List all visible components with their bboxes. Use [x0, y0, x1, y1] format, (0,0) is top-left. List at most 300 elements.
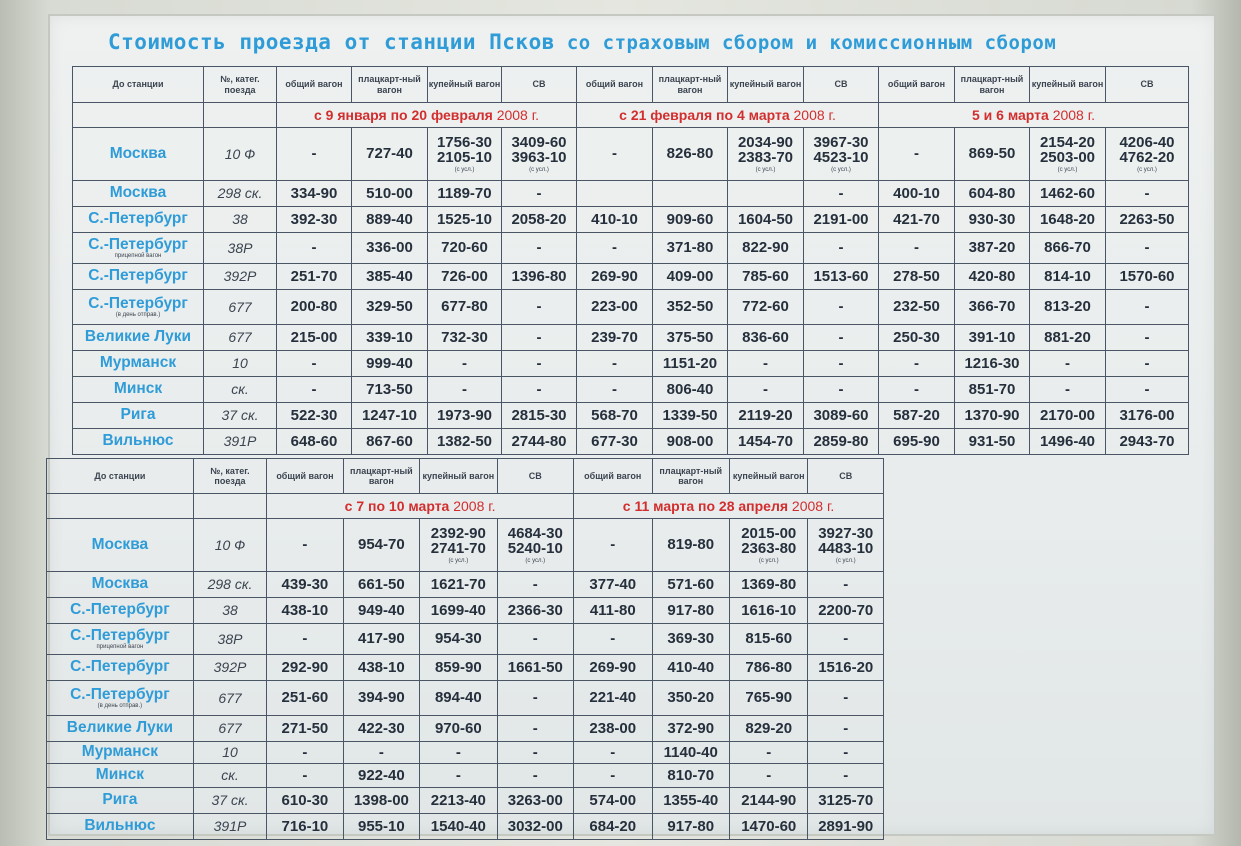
price-cell: [352, 403, 428, 429]
price-cell: [420, 788, 497, 814]
station-label: Москва: [109, 184, 167, 202]
train-category: [193, 764, 266, 788]
price-cell: [808, 742, 884, 764]
price-value: 1525-10: [436, 210, 493, 228]
price-value: -: [536, 239, 542, 257]
table-row: [73, 377, 1189, 403]
price-cell: [808, 788, 884, 814]
price-cell: [277, 351, 352, 377]
price-value: 851-70: [968, 380, 1016, 398]
header-sv-label: СВ: [839, 470, 853, 481]
price-value: 1454-70: [737, 432, 794, 450]
header-row: [73, 67, 1189, 103]
period-year: 2008 г.: [449, 497, 496, 514]
price-cell: [1030, 351, 1106, 377]
price-value: -: [302, 766, 308, 784]
header-coupe: [420, 459, 497, 494]
train-category: [204, 403, 277, 429]
station-label: С.-Петербург: [88, 210, 188, 228]
station-label: Великие Луки: [66, 719, 173, 737]
price-value: -: [532, 630, 538, 648]
table-row: [73, 403, 1189, 429]
price-value: -: [311, 239, 317, 257]
price-cell: [352, 128, 428, 181]
price-value: -: [311, 354, 317, 372]
price-cell: [652, 519, 729, 572]
price-cell: [497, 572, 573, 598]
price-value: 271-50: [281, 719, 329, 737]
price-value: -: [532, 719, 538, 737]
train-category: [193, 742, 266, 764]
period-label: [574, 494, 884, 519]
price-cell: [804, 290, 879, 325]
price-cell: [577, 264, 653, 290]
header-sv-label: СВ: [528, 470, 542, 481]
train-category: [193, 598, 266, 624]
price-value: 1570-60: [1119, 267, 1175, 285]
price-cell: [574, 742, 653, 764]
period-end: 10 марта: [388, 497, 450, 514]
price-value: 1339-50: [662, 406, 718, 424]
price-cell: [574, 598, 653, 624]
train-category: [193, 716, 266, 742]
price-line-1: 3409-60: [511, 133, 567, 151]
train-category-label: 10 Ф: [224, 145, 256, 162]
station-name: [73, 128, 204, 181]
price-value: 908-00: [666, 432, 714, 450]
price-cell: [1030, 264, 1106, 290]
service-note: (с усл.): [835, 558, 856, 565]
price-cell: [728, 207, 804, 233]
price-cell: [497, 788, 573, 814]
price-cell: [808, 598, 884, 624]
price-value: -: [766, 766, 772, 784]
price-cell: [343, 519, 419, 572]
station-label: Великие Луки: [84, 328, 192, 346]
price-value: 1355-40: [663, 791, 719, 809]
train-category-label: 10 Ф: [214, 536, 246, 553]
price-value: 2859-80: [813, 432, 869, 450]
price-cell: [577, 325, 653, 351]
price-value: 2213-40: [430, 791, 486, 809]
price-cell: [728, 181, 804, 207]
price-cell: [497, 742, 573, 764]
price-value: 1661-50: [507, 658, 563, 676]
station-label: Мурманск: [81, 743, 158, 761]
price-cell: [428, 207, 502, 233]
price-value: 438-10: [358, 658, 405, 676]
price-value: -: [843, 719, 849, 737]
price-cell: [1106, 264, 1189, 290]
price-value: -: [843, 575, 849, 593]
price-cell: [728, 264, 804, 290]
header-sv: [808, 459, 884, 494]
price-value: -: [1065, 380, 1070, 398]
price-cell: [343, 716, 419, 742]
price-cell: [497, 655, 573, 681]
header-sv: [1106, 67, 1189, 103]
period-year: 2008 г.: [492, 106, 540, 123]
period-label: [267, 494, 574, 519]
price-value: 568-70: [591, 406, 638, 424]
train-category-label: 677: [218, 720, 242, 737]
price-cell: [277, 207, 352, 233]
station-name: [47, 598, 194, 624]
price-value: -: [843, 630, 849, 648]
station-label: Москва: [109, 144, 167, 162]
price-value: 1370-90: [964, 406, 1020, 424]
header-platz-label: плацкарт-ный вагон: [659, 465, 723, 486]
price-cell: [420, 716, 497, 742]
table-row: [47, 814, 884, 840]
price-value: 785-60: [742, 267, 789, 285]
price-cell: [808, 655, 884, 681]
price-cell: [428, 429, 502, 455]
price-cell: [808, 681, 884, 716]
station-name: [73, 403, 204, 429]
price-value: 221-40: [589, 689, 637, 707]
price-cell: [1106, 403, 1189, 429]
price-value: 438-10: [281, 601, 329, 619]
header-category: [193, 459, 266, 494]
service-note: (с усл.): [831, 167, 851, 174]
service-note: (с усл.): [454, 167, 475, 174]
header-station: [47, 459, 194, 494]
title-main: Стоимость проезда от станции Псков: [108, 30, 555, 54]
price-value: -: [914, 239, 919, 257]
price-line-2: 3963-10: [511, 149, 567, 167]
header-category: [204, 67, 277, 103]
price-value: 866-70: [1044, 239, 1091, 257]
price-value: 1516-20: [818, 658, 874, 676]
train-category-label: 10: [232, 355, 248, 372]
service-note: (с усл.): [529, 167, 549, 174]
price-cell: [428, 264, 502, 290]
table-row: [47, 742, 884, 764]
price-cell: [804, 264, 879, 290]
price-line-2: 2503-00: [1039, 149, 1096, 167]
period-year: 2008 г.: [789, 106, 836, 123]
price-cell: [804, 233, 879, 264]
price-value: 1513-60: [813, 267, 869, 285]
price-value: 1621-70: [430, 575, 486, 593]
price-value: 720-60: [441, 239, 488, 257]
period-mid: по: [694, 497, 719, 514]
price-cell: [502, 377, 577, 403]
price-value: 867-60: [366, 432, 413, 450]
price-value: 1540-40: [430, 817, 486, 835]
price-cell: [728, 377, 804, 403]
price-cell: [879, 290, 955, 325]
price-value: 949-40: [358, 601, 405, 619]
price-cell: [955, 128, 1030, 181]
price-line-2: 2105-10: [436, 149, 493, 167]
train-category: [204, 181, 277, 207]
price-cell: [652, 655, 729, 681]
price-cell: [267, 624, 343, 655]
price-value: 772-60: [742, 298, 789, 316]
price-cell: [728, 290, 804, 325]
price-value: 422-30: [358, 719, 405, 737]
price-cell: [729, 598, 808, 624]
price-cell: [804, 429, 879, 455]
header-station-label: До станции: [94, 470, 146, 481]
price-value: 806-40: [666, 380, 714, 398]
price-value: 3263-00: [507, 791, 563, 809]
price-value: 2891-90: [818, 817, 874, 835]
price-cell: [808, 764, 884, 788]
price-cell: [502, 128, 577, 181]
train-category: [204, 233, 277, 264]
price-value: 684-20: [589, 817, 637, 835]
price-cell: [352, 429, 428, 455]
price-cell: [577, 181, 653, 207]
price-value: -: [302, 536, 308, 554]
price-line-2: 5240-10: [507, 540, 563, 558]
price-cell: [653, 181, 728, 207]
price-cell: [574, 681, 653, 716]
price-cell: [729, 572, 808, 598]
price-line-2: 2741-70: [430, 540, 486, 558]
price-cell: [277, 325, 352, 351]
price-cell: [577, 207, 653, 233]
train-category: [193, 572, 266, 598]
station-name: [47, 716, 194, 742]
station-name: [73, 351, 204, 377]
station-name: [47, 519, 194, 572]
price-cell: [1030, 181, 1106, 207]
price-value: 371-80: [666, 239, 714, 257]
price-cell: [352, 290, 428, 325]
price-line-2: 4523-10: [813, 149, 869, 167]
price-cell: [955, 207, 1030, 233]
price-cell: [343, 788, 419, 814]
price-value: 329-50: [366, 298, 413, 316]
price-cell: [343, 764, 419, 788]
price-value: 917-80: [667, 601, 715, 619]
price-value: 400-10: [893, 184, 940, 202]
price-value: -: [610, 743, 616, 761]
price-cell: [653, 290, 728, 325]
train-category: [193, 814, 266, 840]
price-cell: [1106, 207, 1189, 233]
price-cell: [804, 403, 879, 429]
price-cell: [728, 403, 804, 429]
train-category: [193, 624, 266, 655]
price-cell: [729, 788, 808, 814]
price-line-1: 2034-90: [737, 133, 794, 151]
price-value: 822-90: [742, 239, 789, 257]
header-row: [47, 459, 884, 494]
price-value: -: [838, 328, 844, 346]
price-line-1: 3927-30: [818, 524, 874, 542]
price-cell: [653, 233, 728, 264]
header-platz-label: плацкарт-ный вагон: [960, 74, 1024, 95]
table-row: [73, 181, 1189, 207]
price-cell: [1106, 128, 1189, 181]
price-cell: [729, 716, 808, 742]
train-category-label: ск.: [221, 767, 239, 784]
price-value: 1151-20: [662, 354, 718, 372]
price-cell: [497, 716, 573, 742]
price-cell: [1106, 290, 1189, 325]
train-category-label: 37 ск.: [211, 792, 249, 809]
price-value: 1496-40: [1039, 432, 1096, 450]
price-cell: [652, 598, 729, 624]
price-cell: [497, 519, 573, 572]
price-cell: [1106, 351, 1189, 377]
price-value: 1247-10: [361, 406, 418, 424]
header-general-label: общий вагон: [285, 79, 343, 90]
price-cell: [653, 264, 728, 290]
fare-table-top: [72, 66, 1189, 455]
price-value: 391-10: [968, 328, 1016, 346]
price-cell: [955, 233, 1030, 264]
service-note: (с усл.): [1137, 167, 1157, 174]
price-cell: [652, 624, 729, 655]
price-value: 1699-40: [430, 601, 486, 619]
price-value: 409-00: [666, 267, 714, 285]
header-sv-label: СВ: [834, 79, 848, 90]
price-value: -: [838, 298, 844, 316]
station-name: [47, 742, 194, 764]
price-value: 278-50: [893, 267, 940, 285]
price-cell: [1106, 377, 1189, 403]
price-cell: [652, 764, 729, 788]
blank-cell: [47, 494, 194, 519]
price-value: 410-10: [591, 210, 638, 228]
station-name: [73, 207, 204, 233]
price-value: 372-90: [667, 719, 715, 737]
price-cell: [497, 598, 573, 624]
train-category-label: 38: [222, 602, 238, 619]
price-value: 1462-60: [1039, 184, 1096, 202]
table-row: [73, 233, 1189, 264]
price-cell: [428, 290, 502, 325]
price-value: -: [843, 689, 849, 707]
header-general-label: общий вагон: [585, 79, 644, 90]
price-value: -: [838, 354, 844, 372]
station-label: Мурманск: [99, 354, 177, 372]
station-label: Минск: [95, 766, 144, 784]
train-category-label: 38: [232, 211, 248, 228]
service-note: (с усл.): [758, 558, 779, 565]
price-value: 2943-70: [1119, 432, 1175, 450]
station-name: [73, 325, 204, 351]
price-cell: [267, 519, 343, 572]
blank-cell: [204, 103, 277, 128]
price-cell: [420, 814, 497, 840]
price-cell: [502, 233, 577, 264]
period-mid: по: [712, 106, 737, 123]
price-value: 2263-50: [1119, 210, 1175, 228]
period-end: 4 марта: [736, 106, 790, 123]
price-cell: [879, 233, 955, 264]
price-value: -: [378, 743, 384, 761]
header-coupe-label: купейный вагон: [422, 470, 495, 481]
service-note: (с усл.): [1057, 167, 1078, 174]
period-from: с: [313, 106, 326, 123]
price-cell: [728, 233, 804, 264]
price-cell: [577, 128, 653, 181]
price-cell: [729, 519, 808, 572]
price-value: 859-90: [434, 658, 482, 676]
price-value: -: [532, 743, 538, 761]
price-value: -: [1144, 298, 1150, 316]
price-cell: [1030, 207, 1106, 233]
price-cell: [420, 742, 497, 764]
price-cell: [428, 377, 502, 403]
price-value: 510-00: [366, 184, 413, 202]
service-note: (с усл.): [755, 167, 776, 174]
train-category-label: 38Р: [227, 239, 253, 256]
price-line-2: 4483-10: [818, 540, 874, 558]
price-line-1: 4684-30: [507, 524, 563, 542]
price-value: -: [1144, 354, 1150, 372]
price-value: 3032-00: [507, 817, 563, 835]
table-row: [47, 572, 884, 598]
price-value: -: [1144, 328, 1150, 346]
station-note: прицепной вагон: [96, 643, 144, 650]
train-category-label: 391Р: [223, 433, 257, 450]
title-sub: со страховым сбором и комиссионным сбором: [554, 32, 1057, 54]
price-value: 1382-50: [436, 432, 493, 450]
price-value: 375-50: [666, 328, 714, 346]
train-category-label: 37 ск.: [221, 407, 259, 424]
price-cell: [653, 325, 728, 351]
price-cell: [352, 207, 428, 233]
price-value: 522-30: [290, 406, 338, 424]
price-value: 917-80: [667, 817, 715, 835]
period-mid: и: [979, 106, 997, 123]
price-value: -: [311, 380, 317, 398]
station-name: [73, 264, 204, 290]
price-line-1: 3967-30: [813, 133, 869, 151]
price-value: -: [838, 380, 844, 398]
header-general: [277, 67, 352, 103]
price-value: -: [838, 239, 844, 257]
price-value: 1396-80: [511, 267, 567, 285]
price-cell: [277, 377, 352, 403]
price-cell: [653, 403, 728, 429]
price-cell: [729, 624, 808, 655]
price-cell: [267, 716, 343, 742]
train-category-label: 677: [218, 689, 242, 706]
price-cell: [577, 377, 653, 403]
price-value: -: [536, 354, 542, 372]
price-cell: [955, 181, 1030, 207]
table-row: [47, 519, 884, 572]
price-cell: [1030, 429, 1106, 455]
period-start: 21 февраля: [630, 106, 713, 123]
price-value: -: [455, 743, 461, 761]
header-sv: [497, 459, 573, 494]
price-value: 392-30: [290, 210, 338, 228]
period-label: [879, 103, 1189, 128]
station-name: [73, 233, 204, 264]
price-value: -: [914, 380, 919, 398]
price-value: 955-10: [358, 817, 405, 835]
header-platz: [652, 459, 729, 494]
price-value: 251-70: [290, 267, 338, 285]
price-value: 269-90: [589, 658, 637, 676]
price-value: -: [612, 239, 617, 257]
period-year: 2008 г.: [1048, 106, 1096, 123]
price-cell: [577, 351, 653, 377]
period-from: с: [622, 497, 635, 514]
price-value: 2191-00: [813, 210, 869, 228]
price-cell: [428, 181, 502, 207]
